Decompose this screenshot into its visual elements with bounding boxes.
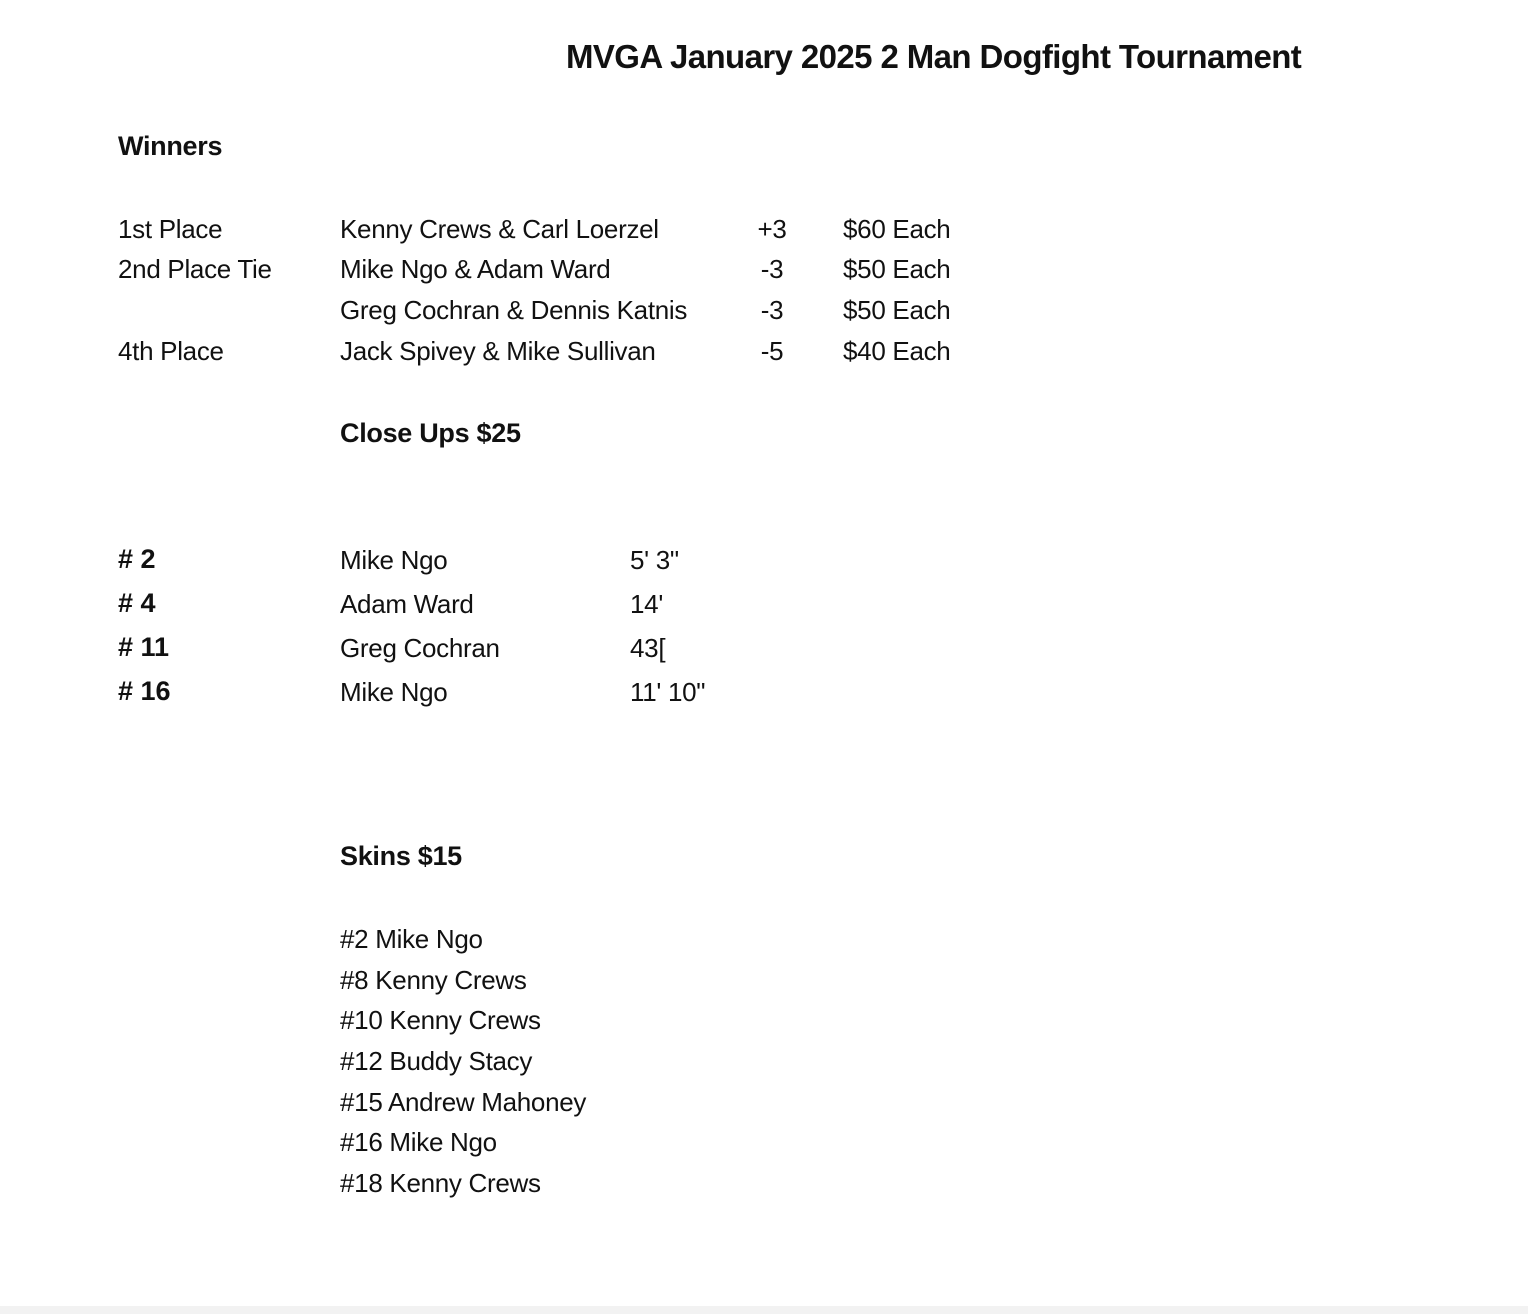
winner-team: Greg Cochran & Dennis Katnis [340, 295, 688, 325]
skin-item: #16 Mike Ngo [340, 1127, 497, 1157]
close-up-hole: # 11 [118, 632, 170, 662]
skin-item: #8 Kenny Crews [340, 965, 527, 995]
winner-place: 2nd Place Tie [118, 254, 272, 284]
document-title: MVGA January 2025 2 Man Dogfight Tournament [566, 38, 1302, 75]
close-up-hole: # 2 [118, 544, 156, 574]
winner-score: -3 [760, 254, 784, 284]
winner-score: -5 [760, 336, 784, 366]
close-up-player: Mike Ngo [340, 677, 448, 707]
winner-prize: $40 Each [843, 336, 951, 366]
close-up-hole: # 16 [118, 676, 171, 706]
skin-item: #10 Kenny Crews [340, 1005, 541, 1035]
close-up-player: Adam Ward [340, 589, 474, 619]
winner-prize: $60 Each [843, 214, 951, 244]
winner-score: -3 [760, 295, 784, 325]
winners-heading: Winners [118, 131, 223, 161]
winner-place: 4th Place [118, 336, 224, 366]
skins-heading: Skins $15 [340, 841, 462, 871]
close-up-hole: # 4 [118, 588, 156, 618]
winner-team: Kenny Crews & Carl Loerzel [340, 214, 659, 244]
winner-team: Mike Ngo & Adam Ward [340, 254, 611, 284]
skin-item: #2 Mike Ngo [340, 924, 483, 954]
close-up-player: Mike Ngo [340, 545, 448, 575]
close-up-distance: 43[ [630, 633, 666, 663]
winner-score: +3 [757, 214, 787, 244]
winner-place: 1st Place [118, 214, 223, 244]
skin-item: #12 Buddy Stacy [340, 1046, 533, 1076]
skin-item: #18 Kenny Crews [340, 1168, 541, 1198]
skin-item: #15 Andrew Mahoney [340, 1087, 587, 1117]
winner-team: Jack Spivey & Mike Sullivan [340, 336, 656, 366]
page-bottom-edge [0, 1306, 1528, 1314]
close-up-distance: 14' [630, 589, 663, 619]
winner-prize: $50 Each [843, 295, 951, 325]
close-up-distance: 5' 3" [630, 545, 679, 575]
close-up-distance: 11' 10" [630, 677, 706, 707]
close-up-player: Greg Cochran [340, 633, 500, 663]
winner-prize: $50 Each [843, 254, 951, 284]
close-ups-heading: Close Ups $25 [340, 418, 521, 448]
